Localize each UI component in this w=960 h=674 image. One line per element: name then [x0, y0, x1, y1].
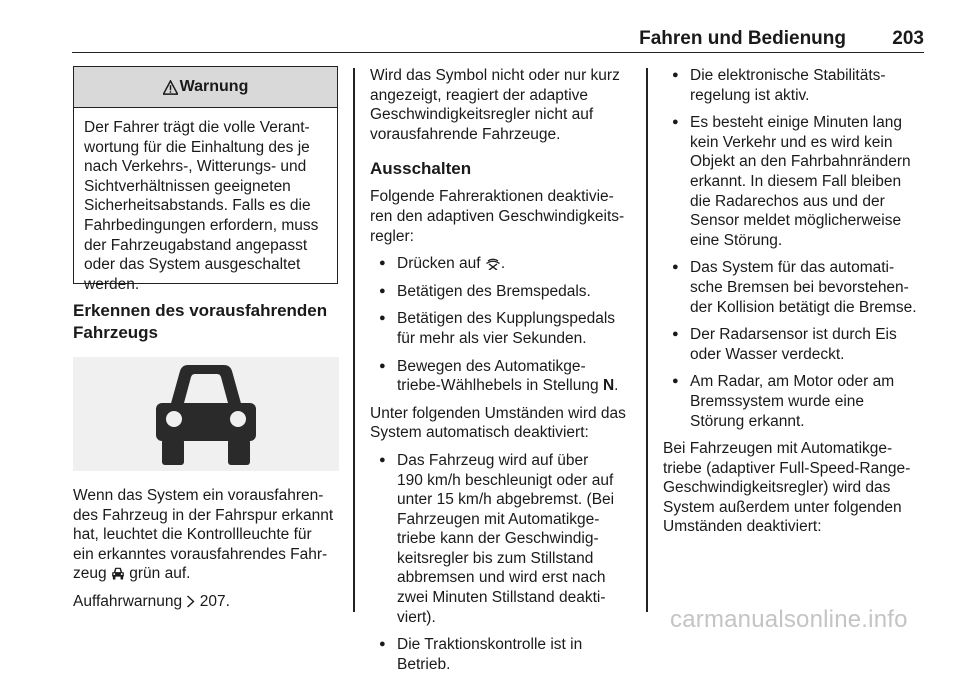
text-line: [73, 564, 339, 584]
warning-box: [73, 66, 338, 293]
text-line: keitsregler bis zum Stillstand: [397, 549, 594, 567]
section-heading: [73, 300, 339, 344]
bullet-list: [370, 254, 636, 396]
text-line: Sichtverhältnissen geeigneten: [84, 177, 291, 195]
text-line: ● Die Traktionskontrolle ist in: [397, 636, 583, 654]
ref-page: 207.: [199, 592, 230, 610]
text-line: ● Am Radar, am Motor oder am: [690, 373, 895, 391]
text-line: Betrieb.: [397, 655, 451, 673]
text-line: Fahrzeugen mit Automatikge-: [397, 510, 600, 528]
text-line: ● Betätigen des Kupplungspedals: [397, 310, 616, 328]
list-item: [370, 451, 636, 627]
text-line: nach Verkehrs-, Witterungs- und: [84, 158, 307, 176]
text-line: Bei Fahrzeugen mit Automatikge-: [663, 440, 893, 458]
gear-position: N: [602, 377, 615, 395]
text-span: zeug: [73, 565, 107, 583]
paragraph: [663, 439, 929, 537]
column-divider-2: [646, 68, 648, 612]
watermark: carmanualsonline.info: [670, 606, 908, 633]
text-line: des Fahrzeug in der Fahrspur erkannt: [73, 506, 334, 524]
text-line: Objekt an den Fahrbahnrändern: [690, 153, 911, 171]
column-3: [663, 66, 929, 537]
text-line: Sicherheitsabstands. Falls es die: [84, 197, 311, 215]
text-line: hat, leuchtet die Kontrollleuchte für: [73, 526, 312, 544]
text-line: oder Wasser verdeckt.: [690, 345, 845, 363]
text-line: Wenn das System ein vorausfahren-: [73, 487, 324, 504]
list-item: [663, 113, 929, 250]
page-header: [72, 22, 924, 53]
text-line: triebe kann der Geschwindig-: [397, 530, 599, 548]
cruise-off-icon: [485, 258, 501, 270]
text-line: Sensor meldet möglicherweise: [690, 212, 902, 230]
text-line: unter 15 km/h abgebremst. (Bei: [397, 491, 615, 509]
list-item: [663, 258, 929, 317]
text-line: abbremsen und wird erst nach: [397, 569, 606, 587]
list-item: [370, 282, 636, 302]
column-2: [370, 66, 636, 674]
list-item: [663, 325, 929, 364]
car-figure: [73, 357, 339, 471]
paragraph: [73, 486, 339, 584]
text-line: sche Bremsen bei bevorstehen-: [690, 278, 909, 296]
text-line: Folgende Fahreraktionen deaktivie-: [370, 188, 614, 206]
text-line: ● Die elektronische Stabilitäts-: [690, 67, 886, 84]
list-item: [663, 66, 929, 105]
warning-title: Warnung: [179, 78, 249, 96]
text-line: erkannt. In diesem Fall bleiben: [690, 172, 902, 190]
text-line: System automatisch deaktiviert:: [370, 424, 589, 442]
car-front-icon: [111, 567, 125, 580]
text-line: ● Der Radarsensor ist durch Eis: [690, 326, 897, 344]
list-item: [370, 309, 636, 348]
text-line: ein erkanntes vorausfahrendes Fahr-: [73, 545, 328, 563]
column-1: [73, 66, 339, 612]
text-line: wortung für die Einhaltung des je: [84, 138, 310, 156]
text-line: für mehr als vier Sekunden.: [397, 329, 587, 347]
text-span: grün auf.: [129, 565, 191, 583]
text-line: die Radarechos aus und der: [690, 192, 885, 210]
text-line: Störung erkannt.: [690, 412, 805, 430]
warning-text: [74, 108, 337, 304]
cross-reference[interactable]: [73, 592, 339, 612]
list-item: [370, 357, 636, 396]
text-line: Umständen deaktiviert:: [663, 518, 822, 536]
text-line: System außerdem unter folgenden: [663, 498, 902, 516]
section-heading: Ausschalten: [370, 159, 472, 179]
list-item: [663, 372, 929, 431]
list-item: [370, 254, 636, 274]
text-span: .: [500, 255, 506, 273]
list-item: [370, 635, 636, 674]
page-number: 203: [892, 28, 924, 49]
text-line: ● Bewegen des Automatikge-: [397, 357, 586, 375]
text-line: [397, 376, 636, 396]
paragraph: [370, 404, 636, 443]
text-line: regelung ist aktiv.: [690, 86, 810, 104]
header-title: Fahren und Bedienung: [639, 28, 846, 49]
text-line: vorausfahrende Fahrzeuge.: [370, 125, 561, 143]
paragraph: [370, 187, 636, 246]
text-line: oder das System ausgeschaltet: [84, 256, 301, 274]
ref-text: Auffahrwarnung: [73, 592, 183, 610]
text-line: zwei Minuten Stillstand deakti-: [397, 589, 606, 607]
text-line: angezeigt, reagiert der adaptive: [370, 86, 589, 104]
text-line: Bremssystem wurde eine: [690, 392, 865, 410]
warning-header: [74, 67, 337, 108]
text-line: Wird das Symbol nicht oder nur kurz: [370, 67, 620, 84]
text-line: Fahrbedingungen erfordern, muss: [84, 216, 319, 234]
text-line: ● Es besteht einige Minuten lang: [690, 114, 902, 132]
text-line: viert).: [397, 608, 436, 626]
heading-line: Erkennen des vorausfahrenden: [73, 301, 328, 320]
text-span: .: [614, 377, 619, 395]
text-line: regler:: [370, 227, 414, 245]
reference-arrow-icon: [186, 595, 195, 608]
text-span: triebe-Wählhebels in Stellung: [397, 377, 599, 395]
column-divider-1: [353, 68, 355, 612]
warning-triangle-icon: [163, 80, 178, 95]
text-line: eine Störung.: [690, 231, 783, 249]
text-line: der Fahrzeugabstand angepasst: [84, 236, 308, 254]
text-line: der Kollision betätigt die Bremse.: [690, 298, 917, 316]
text-line: werden.: [84, 275, 140, 293]
bullet-list: [370, 451, 636, 674]
text-line: 190 km/h beschleunigt oder auf: [397, 471, 614, 489]
text-line: ● Betätigen des Bremspedals.: [397, 282, 591, 300]
text-line: triebe (adaptiver Full-Speed-Range-: [663, 459, 911, 477]
text-line: Geschwindigkeitsregler) wird das: [663, 479, 891, 497]
text-line: Geschwindigkeitsregler nicht auf: [370, 106, 594, 124]
text-line: Unter folgenden Umständen wird das: [370, 404, 626, 422]
paragraph: [370, 66, 636, 144]
text-line: ● Das Fahrzeug wird auf über: [397, 451, 589, 469]
car-front-icon: [146, 359, 266, 469]
text-line: kein Verkehr und es wird kein: [690, 133, 893, 151]
text-span: Drücken auf: [397, 255, 481, 273]
text-line: ren den adaptiven Geschwindigkeits-: [370, 207, 625, 225]
heading-line: Fahrzeugs: [73, 323, 159, 342]
text-line: Der Fahrer trägt die volle Verant-: [84, 119, 310, 136]
text-line: ● Das System für das automati-: [690, 259, 895, 277]
bullet-list: [663, 66, 929, 431]
